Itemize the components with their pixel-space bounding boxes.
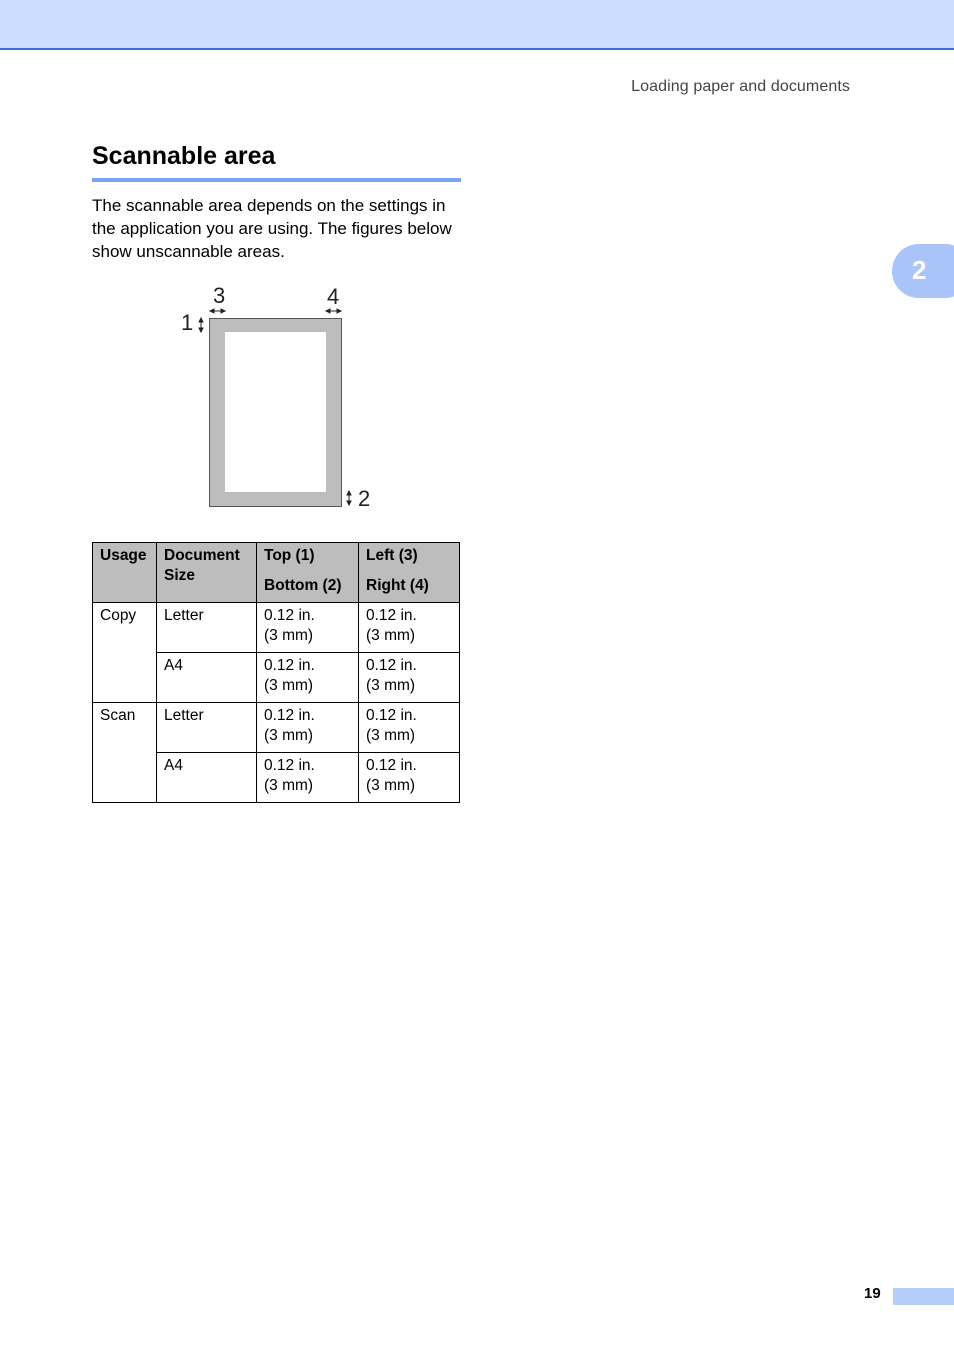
header-usage: Usage xyxy=(93,543,157,603)
header-document-size: Document Size xyxy=(157,543,257,603)
value-in: 0.12 in. xyxy=(264,757,315,774)
header-bottom: Bottom (2) xyxy=(264,577,342,594)
value-in: 0.12 in. xyxy=(264,707,315,724)
top-bottom-cell xyxy=(257,703,359,753)
figure-label-left: 3 xyxy=(213,283,226,308)
top-margin-arrow xyxy=(199,318,203,332)
header-right: Right (4) xyxy=(366,577,429,594)
usage-cell: Scan xyxy=(93,703,157,803)
title-rule xyxy=(92,178,461,182)
left-right-cell xyxy=(359,653,460,703)
left-right-cell xyxy=(359,753,460,803)
bottom-margin-arrow xyxy=(347,491,351,505)
scannable-region xyxy=(225,332,326,492)
doc-size-cell: A4 xyxy=(157,653,257,703)
value-mm: (3 mm) xyxy=(366,777,416,794)
value-in: 0.12 in. xyxy=(366,757,417,774)
doc-size-cell: A4 xyxy=(157,753,257,803)
left-right-cell xyxy=(359,603,460,653)
value-in: 0.12 in. xyxy=(264,607,315,624)
table-row xyxy=(93,603,460,653)
value-in: 0.12 in. xyxy=(366,607,417,624)
top-bottom-cell xyxy=(257,753,359,803)
margins-table-container xyxy=(92,542,460,803)
header-top-bottom xyxy=(257,543,359,603)
section-title: Scannable area xyxy=(92,142,276,170)
intro-paragraph: The scannable area depends on the settings in the application you are using. The figures below show unscannable areas. xyxy=(92,196,452,261)
value-mm: (3 mm) xyxy=(366,627,416,644)
top-bottom-cell xyxy=(257,653,359,703)
chapter-tab xyxy=(892,244,954,298)
table-header-row xyxy=(93,543,460,603)
top-bottom-cell xyxy=(257,603,359,653)
figure-label-right: 4 xyxy=(327,284,340,309)
value-in: 0.12 in. xyxy=(366,707,417,724)
margins-table xyxy=(92,542,460,803)
chapter-number: 2 xyxy=(912,255,927,285)
left-margin-arrow xyxy=(210,309,225,313)
header-left-right xyxy=(359,543,460,603)
value-mm: (3 mm) xyxy=(264,777,314,794)
page-number: 19 xyxy=(864,1285,881,1302)
left-right-cell xyxy=(359,703,460,753)
header-left: Left (3) xyxy=(366,547,418,564)
footer-tab xyxy=(893,1288,954,1305)
doc-size-cell: Letter xyxy=(157,703,257,753)
value-mm: (3 mm) xyxy=(264,677,314,694)
scannable-area-figure xyxy=(170,280,380,516)
header-top: Top (1) xyxy=(264,547,315,564)
value-mm: (3 mm) xyxy=(366,677,416,694)
top-band xyxy=(0,0,954,50)
table-row xyxy=(93,703,460,753)
running-header: Loading paper and documents xyxy=(631,78,850,95)
page-margin-diagram xyxy=(170,280,380,516)
value-in: 0.12 in. xyxy=(366,657,417,674)
value-mm: (3 mm) xyxy=(366,727,416,744)
figure-label-top: 1 xyxy=(181,310,194,335)
doc-size-cell: Letter xyxy=(157,603,257,653)
value-in: 0.12 in. xyxy=(264,657,315,674)
value-mm: (3 mm) xyxy=(264,627,314,644)
value-mm: (3 mm) xyxy=(264,727,314,744)
usage-cell: Copy xyxy=(93,603,157,703)
figure-label-bottom: 2 xyxy=(358,486,371,511)
